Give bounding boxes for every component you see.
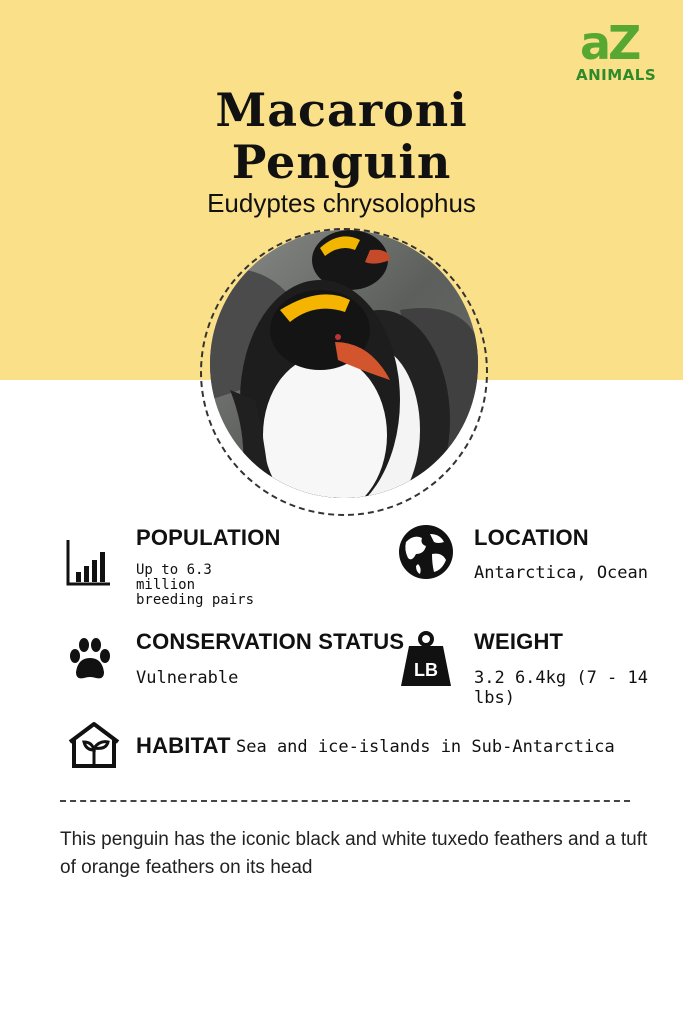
weight-value: 3.2 6.4kg (7 - 14 lbs) — [474, 668, 648, 708]
penguin-photo — [210, 230, 478, 498]
population-label: POPULATION — [136, 525, 281, 550]
habitat-label: HABITAT — [136, 733, 231, 758]
bar-chart-icon — [66, 538, 112, 588]
scientific-name: Eudyptes chrysolophus — [207, 188, 476, 218]
location-value: Antarctica, Ocean — [474, 563, 648, 583]
weight-lb-icon — [399, 630, 453, 688]
habitat-value: Sea and ice-islands in Sub-Antarctica — [236, 737, 615, 757]
logo-wordmark: ANIMALS — [576, 66, 657, 84]
az-animals-logo[interactable] — [576, 18, 666, 88]
weight-icon-text: LB — [414, 660, 438, 680]
weight-label: WEIGHT — [474, 629, 564, 654]
logo-mark: aZ — [580, 16, 639, 70]
house-plant-icon — [66, 720, 122, 770]
population-value-line3: breeding pairs — [136, 592, 255, 608]
globe-icon — [398, 524, 454, 580]
dashed-divider — [60, 800, 630, 802]
description-text: This penguin has the iconic black and white tuxedo feathers and a tuft of orange feathers on its head — [60, 829, 648, 878]
page-title-line2: Penguin — [231, 135, 452, 189]
conservation-value: Vulnerable — [136, 668, 239, 688]
paw-icon — [66, 636, 114, 684]
population-value-line2: million — [136, 577, 196, 593]
population-value-line1: Up to 6.3 — [136, 562, 212, 578]
page-title-line1: Macaroni — [215, 83, 468, 137]
conservation-label: CONSERVATION STATUS — [136, 629, 405, 654]
location-label: LOCATION — [474, 525, 589, 550]
